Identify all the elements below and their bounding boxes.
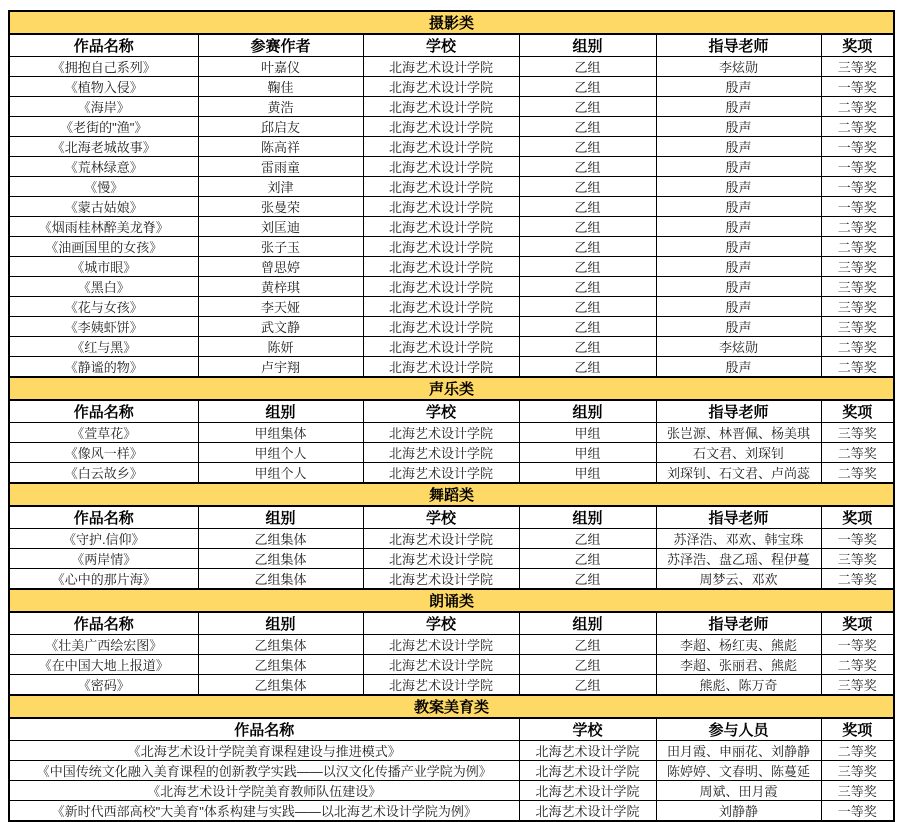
- group-cell: 乙组: [519, 157, 656, 177]
- section-header-row: [9, 377, 894, 400]
- work-title-cell: 《北海艺术设计学院美育教师队伍建设》: [9, 781, 519, 801]
- participants-cell: 陈婷婷、文春明、陈蔓延: [656, 761, 821, 781]
- column-header-award: 奖项: [821, 612, 894, 635]
- column-header-advisors: 指导老师: [656, 506, 821, 529]
- group-cell: 乙组: [519, 569, 656, 590]
- table-row: [9, 423, 894, 443]
- table-row: [9, 257, 894, 277]
- work-title-cell: 《荒林绿意》: [9, 157, 198, 177]
- author-cell: 张曼荣: [198, 197, 363, 217]
- award-cell: 一等奖: [821, 529, 894, 549]
- school-cell: 北海艺术设计学院: [363, 443, 519, 463]
- group-cell: 乙组: [519, 237, 656, 257]
- column-header-advisors: 指导老师: [656, 612, 821, 635]
- group-cell: 乙组: [519, 317, 656, 337]
- school-cell: 北海艺术设计学院: [363, 423, 519, 443]
- column-header-advisors: 指导老师: [656, 400, 821, 423]
- awards-table: [8, 10, 895, 822]
- author-cell: 鞠佳: [198, 77, 363, 97]
- school-cell: 北海艺术设计学院: [363, 317, 519, 337]
- column-header-group-type: 组别: [198, 506, 363, 529]
- table-row: [9, 357, 894, 378]
- table-row: [9, 117, 894, 137]
- award-cell: 三等奖: [821, 257, 894, 277]
- column-header-work-title: 作品名称: [9, 400, 198, 423]
- advisor-cell: 殷声: [656, 217, 821, 237]
- award-cell: 二等奖: [821, 337, 894, 357]
- advisor-cell: 殷声: [656, 357, 821, 378]
- work-title-cell: 《慢》: [9, 177, 198, 197]
- advisors-cell: 李超、张丽君、熊彪: [656, 655, 821, 675]
- advisors-cell: 张岂源、林晋佩、杨美琪: [656, 423, 821, 443]
- award-cell: 一等奖: [821, 177, 894, 197]
- author-cell: 陈高祥: [198, 137, 363, 157]
- column-header-work-title: 作品名称: [9, 612, 198, 635]
- table-row: [9, 97, 894, 117]
- award-cell: 三等奖: [821, 277, 894, 297]
- school-cell: 北海艺术设计学院: [363, 655, 519, 675]
- column-header-row: [9, 506, 894, 529]
- advisor-cell: 殷声: [656, 137, 821, 157]
- author-cell: 黄浩: [198, 97, 363, 117]
- section-header-row: [9, 695, 894, 718]
- author-cell: 叶嘉仪: [198, 57, 363, 77]
- school-cell: 北海艺术设计学院: [363, 217, 519, 237]
- school-cell: 北海艺术设计学院: [363, 77, 519, 97]
- column-header-work-title: 作品名称: [9, 718, 519, 741]
- section-title: 摄影类: [9, 11, 894, 34]
- award-cell: 三等奖: [821, 675, 894, 696]
- participants-cell: 田月霞、申丽花、刘静静: [656, 741, 821, 761]
- group-cell: 乙组: [519, 277, 656, 297]
- award-cell: 三等奖: [821, 549, 894, 569]
- column-header-row: [9, 718, 894, 741]
- advisor-cell: 殷声: [656, 177, 821, 197]
- column-header-group: 组别: [519, 400, 656, 423]
- table-row: [9, 77, 894, 97]
- column-header-row: [9, 34, 894, 57]
- group-cell: 乙组: [519, 197, 656, 217]
- table-row: [9, 297, 894, 317]
- table-row: [9, 237, 894, 257]
- column-header-participants: 参与人员: [656, 718, 821, 741]
- award-cell: 一等奖: [821, 157, 894, 177]
- work-title-cell: 《油画国里的女孩》: [9, 237, 198, 257]
- work-title-cell: 《北海艺术设计学院美育课程建设与推进模式》: [9, 741, 519, 761]
- section-title: 朗诵类: [9, 589, 894, 612]
- advisor-cell: 殷声: [656, 277, 821, 297]
- award-cell: 二等奖: [821, 741, 894, 761]
- table-row: [9, 781, 894, 801]
- section-header-row: [9, 11, 894, 34]
- award-cell: 三等奖: [821, 317, 894, 337]
- section-header-row: [9, 589, 894, 612]
- work-title-cell: 《中国传统文化融入美育课程的创新教学实践——以汉文化传播产业学院为例》: [9, 761, 519, 781]
- work-title-cell: 《两岸情》: [9, 549, 198, 569]
- school-cell: 北海艺术设计学院: [363, 117, 519, 137]
- award-cell: 二等奖: [821, 97, 894, 117]
- award-cell: 二等奖: [821, 217, 894, 237]
- advisor-cell: 殷声: [656, 317, 821, 337]
- page: [0, 10, 900, 819]
- author-cell: 张子玉: [198, 237, 363, 257]
- table-row: [9, 463, 894, 484]
- column-header-row: [9, 400, 894, 423]
- work-title-cell: 《密码》: [9, 675, 198, 696]
- group-cell: 乙组: [519, 635, 656, 655]
- award-cell: 一等奖: [821, 197, 894, 217]
- award-cell: 一等奖: [821, 77, 894, 97]
- award-cell: 二等奖: [821, 569, 894, 590]
- author-cell: 刘津: [198, 177, 363, 197]
- work-title-cell: 《拥抱自己系列》: [9, 57, 198, 77]
- section-title: 舞蹈类: [9, 483, 894, 506]
- section-title: 声乐类: [9, 377, 894, 400]
- group-cell: 乙组: [519, 337, 656, 357]
- work-title-cell: 《北海老城故事》: [9, 137, 198, 157]
- table-row: [9, 277, 894, 297]
- advisor-cell: 殷声: [656, 197, 821, 217]
- awards-table-body: [9, 11, 894, 821]
- work-title-cell: 《红与黑》: [9, 337, 198, 357]
- school-cell: 北海艺术设计学院: [363, 337, 519, 357]
- work-title-cell: 《在中国大地上报道》: [9, 655, 198, 675]
- column-header-group: 组别: [519, 34, 656, 57]
- work-title-cell: 《李姨虾饼》: [9, 317, 198, 337]
- table-row: [9, 635, 894, 655]
- school-cell: 北海艺术设计学院: [363, 549, 519, 569]
- advisor-cell: 殷声: [656, 257, 821, 277]
- table-row: [9, 569, 894, 590]
- work-title-cell: 《白云故乡》: [9, 463, 198, 484]
- group-cell: 乙组: [519, 257, 656, 277]
- advisor-cell: 殷声: [656, 157, 821, 177]
- column-header-work-title: 作品名称: [9, 506, 198, 529]
- table-row: [9, 549, 894, 569]
- advisor-cell: 殷声: [656, 77, 821, 97]
- group-cell: 乙组: [519, 675, 656, 696]
- work-title-cell: 《静谧的物》: [9, 357, 198, 378]
- work-title-cell: 《守护.信仰》: [9, 529, 198, 549]
- school-cell: 北海艺术设计学院: [363, 197, 519, 217]
- award-cell: 三等奖: [821, 761, 894, 781]
- school-cell: 北海艺术设计学院: [363, 257, 519, 277]
- advisor-cell: 殷声: [656, 117, 821, 137]
- award-cell: 二等奖: [821, 237, 894, 257]
- advisor-cell: 李炫勋: [656, 337, 821, 357]
- column-header-group-type: 组别: [198, 612, 363, 635]
- work-title-cell: 《壮美广西绘宏图》: [9, 635, 198, 655]
- author-cell: 陈妍: [198, 337, 363, 357]
- author-cell: 卢宇翔: [198, 357, 363, 378]
- work-title-cell: 《植物入侵》: [9, 77, 198, 97]
- award-cell: 一等奖: [821, 801, 894, 822]
- section-title: 教案美育类: [9, 695, 894, 718]
- column-header-school: 学校: [363, 400, 519, 423]
- table-row: [9, 529, 894, 549]
- group-cell: 乙组: [519, 97, 656, 117]
- author-cell: 李天娅: [198, 297, 363, 317]
- advisors-cell: 刘琛钊、石文君、卢尚蕊: [656, 463, 821, 484]
- column-header-award: 奖项: [821, 400, 894, 423]
- table-row: [9, 177, 894, 197]
- table-row: [9, 337, 894, 357]
- school-cell: 北海艺术设计学院: [363, 177, 519, 197]
- group-type-cell: 乙组集体: [198, 655, 363, 675]
- group-cell: 甲组: [519, 463, 656, 484]
- advisors-cell: 苏泽浩、盘乙瑶、程伊蔓: [656, 549, 821, 569]
- award-cell: 二等奖: [821, 655, 894, 675]
- column-header-school: 学校: [519, 718, 656, 741]
- column-header-school: 学校: [363, 34, 519, 57]
- column-header-school: 学校: [363, 506, 519, 529]
- advisors-cell: 熊彪、陈万奇: [656, 675, 821, 696]
- work-title-cell: 《城市眼》: [9, 257, 198, 277]
- group-cell: 乙组: [519, 655, 656, 675]
- work-title-cell: 《花与女孩》: [9, 297, 198, 317]
- column-header-school: 学校: [363, 612, 519, 635]
- work-title-cell: 《海岸》: [9, 97, 198, 117]
- work-title-cell: 《新时代西部高校"大美育"体系构建与实践——以北海艺术设计学院为例》: [9, 801, 519, 822]
- group-cell: 乙组: [519, 217, 656, 237]
- work-title-cell: 《烟雨桂林醉美龙脊》: [9, 217, 198, 237]
- award-cell: 三等奖: [821, 423, 894, 443]
- work-title-cell: 《像风一样》: [9, 443, 198, 463]
- group-type-cell: 乙组集体: [198, 635, 363, 655]
- group-cell: 乙组: [519, 297, 656, 317]
- school-cell: 北海艺术设计学院: [363, 237, 519, 257]
- group-cell: 乙组: [519, 57, 656, 77]
- work-title-cell: 《老街的"渔"》: [9, 117, 198, 137]
- column-header-advisor: 指导老师: [656, 34, 821, 57]
- group-cell: 乙组: [519, 549, 656, 569]
- table-row: [9, 761, 894, 781]
- group-type-cell: 甲组个人: [198, 463, 363, 484]
- participants-cell: 周斌、田月霞: [656, 781, 821, 801]
- table-row: [9, 443, 894, 463]
- school-cell: 北海艺术设计学院: [363, 635, 519, 655]
- award-cell: 三等奖: [821, 57, 894, 77]
- advisors-cell: 苏泽浩、邓欢、韩宝珠: [656, 529, 821, 549]
- column-header-row: [9, 612, 894, 635]
- school-cell: 北海艺术设计学院: [519, 741, 656, 761]
- advisors-cell: 李超、杨红夷、熊彪: [656, 635, 821, 655]
- column-header-award: 奖项: [821, 506, 894, 529]
- table-row: [9, 157, 894, 177]
- group-cell: 乙组: [519, 137, 656, 157]
- table-row: [9, 217, 894, 237]
- group-cell: 乙组: [519, 357, 656, 378]
- award-cell: 二等奖: [821, 463, 894, 484]
- work-title-cell: 《蒙古姑娘》: [9, 197, 198, 217]
- award-cell: 三等奖: [821, 297, 894, 317]
- school-cell: 北海艺术设计学院: [363, 357, 519, 378]
- advisor-cell: 殷声: [656, 297, 821, 317]
- group-type-cell: 乙组集体: [198, 675, 363, 696]
- work-title-cell: 《心中的那片海》: [9, 569, 198, 590]
- table-row: [9, 57, 894, 77]
- group-cell: 乙组: [519, 117, 656, 137]
- award-cell: 二等奖: [821, 357, 894, 378]
- school-cell: 北海艺术设计学院: [363, 137, 519, 157]
- column-header-author: 参赛作者: [198, 34, 363, 57]
- table-row: [9, 197, 894, 217]
- advisors-cell: 石文君、刘琛钊: [656, 443, 821, 463]
- award-cell: 三等奖: [821, 781, 894, 801]
- column-header-work-title: 作品名称: [9, 34, 198, 57]
- school-cell: 北海艺术设计学院: [363, 277, 519, 297]
- school-cell: 北海艺术设计学院: [363, 297, 519, 317]
- group-type-cell: 甲组个人: [198, 443, 363, 463]
- table-row: [9, 317, 894, 337]
- advisors-cell: 周梦云、邓欢: [656, 569, 821, 590]
- section-header-row: [9, 483, 894, 506]
- table-row: [9, 675, 894, 696]
- award-cell: 一等奖: [821, 635, 894, 655]
- award-cell: 二等奖: [821, 117, 894, 137]
- author-cell: 武文静: [198, 317, 363, 337]
- school-cell: 北海艺术设计学院: [363, 97, 519, 117]
- column-header-group: 组别: [519, 506, 656, 529]
- column-header-group: 组别: [519, 612, 656, 635]
- school-cell: 北海艺术设计学院: [363, 675, 519, 696]
- school-cell: 北海艺术设计学院: [363, 57, 519, 77]
- group-type-cell: 乙组集体: [198, 529, 363, 549]
- column-header-group-type: 组别: [198, 400, 363, 423]
- school-cell: 北海艺术设计学院: [363, 157, 519, 177]
- table-row: [9, 801, 894, 822]
- advisor-cell: 李炫勋: [656, 57, 821, 77]
- advisor-cell: 殷声: [656, 237, 821, 257]
- school-cell: 北海艺术设计学院: [363, 463, 519, 484]
- group-type-cell: 乙组集体: [198, 549, 363, 569]
- advisor-cell: 殷声: [656, 97, 821, 117]
- author-cell: 刘匡迪: [198, 217, 363, 237]
- group-cell: 甲组: [519, 443, 656, 463]
- author-cell: 雷雨童: [198, 157, 363, 177]
- school-cell: 北海艺术设计学院: [363, 529, 519, 549]
- table-row: [9, 655, 894, 675]
- group-cell: 乙组: [519, 77, 656, 97]
- table-row: [9, 741, 894, 761]
- work-title-cell: 《萱草花》: [9, 423, 198, 443]
- school-cell: 北海艺术设计学院: [519, 761, 656, 781]
- author-cell: 曾思婷: [198, 257, 363, 277]
- author-cell: 邱启友: [198, 117, 363, 137]
- column-header-award: 奖项: [821, 34, 894, 57]
- group-cell: 乙组: [519, 177, 656, 197]
- group-type-cell: 乙组集体: [198, 569, 363, 590]
- table-row: [9, 137, 894, 157]
- award-cell: 二等奖: [821, 443, 894, 463]
- school-cell: 北海艺术设计学院: [519, 801, 656, 822]
- column-header-award: 奖项: [821, 718, 894, 741]
- author-cell: 黄梓琪: [198, 277, 363, 297]
- work-title-cell: 《黑白》: [9, 277, 198, 297]
- school-cell: 北海艺术设计学院: [519, 781, 656, 801]
- group-cell: 甲组: [519, 423, 656, 443]
- group-type-cell: 甲组集体: [198, 423, 363, 443]
- award-cell: 一等奖: [821, 137, 894, 157]
- school-cell: 北海艺术设计学院: [363, 569, 519, 590]
- participants-cell: 刘静静: [656, 801, 821, 822]
- group-cell: 乙组: [519, 529, 656, 549]
